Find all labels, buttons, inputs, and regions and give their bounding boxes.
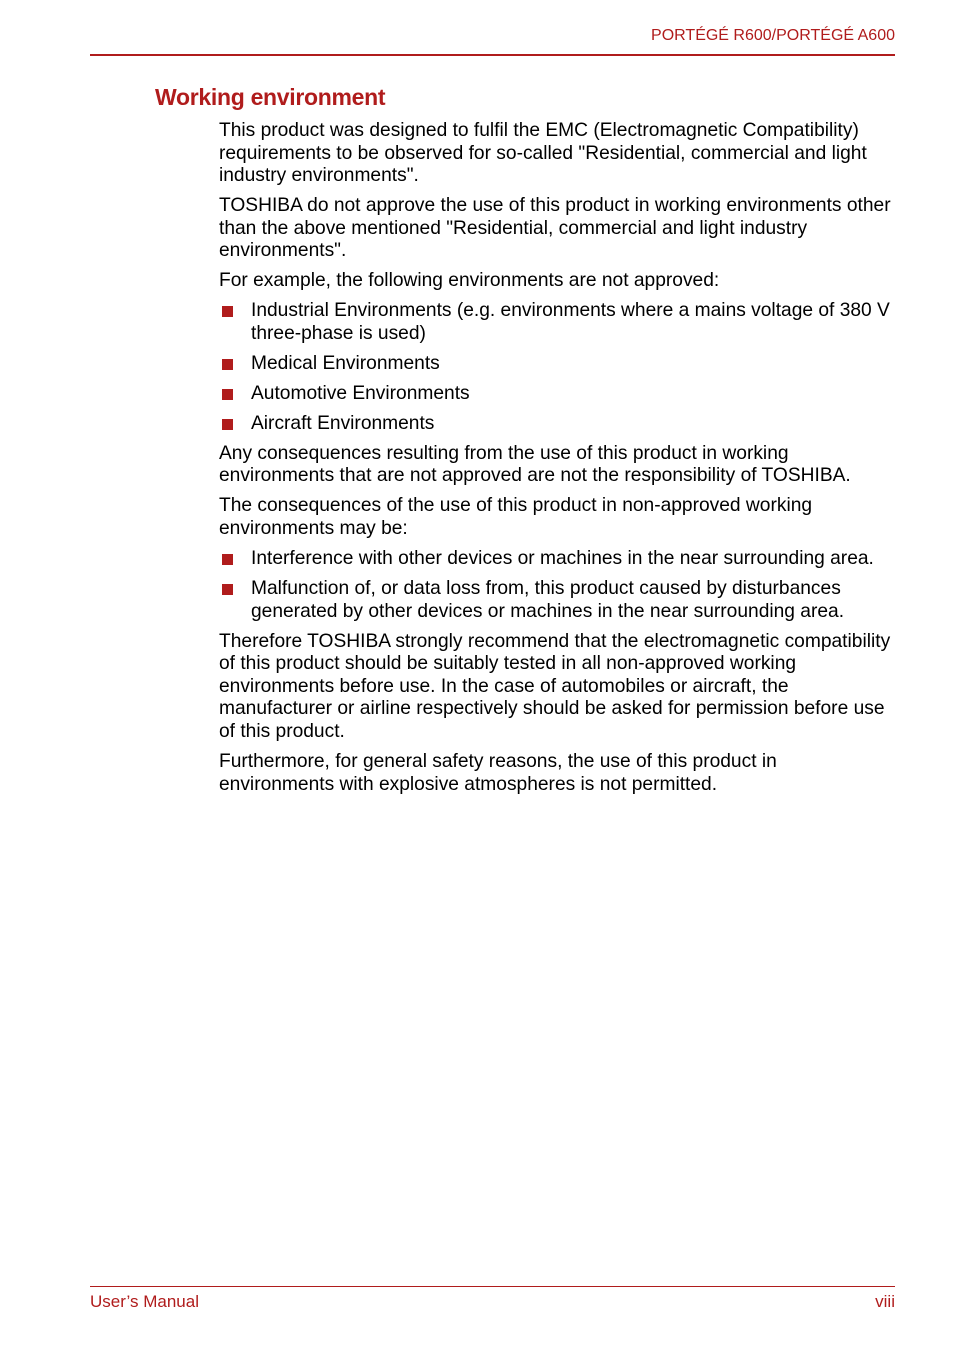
section-body xyxy=(219,120,895,804)
section-heading: Working environment xyxy=(155,84,386,110)
not-approved-environments-list xyxy=(219,300,895,435)
paragraph-testing-recommendation: Therefore TOSHIBA strongly recommend that the electromagnetic compatibility of this product should be suitably tested in all non-approved working environments before use. In the case of automobiles or aircraft, the manufacturer or airline respectively should be asked for permission before use of this product. xyxy=(219,630,891,742)
square-bullet-icon xyxy=(222,419,233,430)
list-item-text: Malfunction of, or data loss from, this product caused by disturbances generated by other devices or machines in the near surrounding area. xyxy=(251,578,845,622)
list-item-text: Industrial Environments (e.g. environments where a mains voltage of 380 V three-phase is used) xyxy=(251,300,890,344)
list-item xyxy=(219,578,895,623)
paragraph-emc-design: This product was designed to fulfil the EMC (Electromagnetic Compatibility) requirements to be observed for so-called "Residential, commercial and light industry environments". xyxy=(219,120,867,187)
list-item-text: Medical Environments xyxy=(251,352,440,374)
paragraph-consequences-intro: The consequences of the use of this product in non-approved working environments may be: xyxy=(219,495,813,540)
list-item xyxy=(219,300,895,345)
list-item xyxy=(219,413,895,436)
consequences-list xyxy=(219,548,895,623)
list-item xyxy=(219,383,895,406)
running-header-title: PORTÉGÉ R600/PORTÉGÉ A600 xyxy=(651,27,895,44)
list-item xyxy=(219,353,895,376)
list-item-text: Interference with other devices or machines in the near surrounding area. xyxy=(251,548,874,570)
list-item-text: Aircraft Environments xyxy=(251,412,435,434)
list-item-text: Automotive Environments xyxy=(251,382,470,404)
square-bullet-icon xyxy=(222,359,233,370)
paragraph-not-approved-use: TOSHIBA do not approve the use of this product in working environments other than the above mentioned "Residential, commercial and light industry environments". xyxy=(219,195,891,262)
square-bullet-icon xyxy=(222,584,233,595)
square-bullet-icon xyxy=(222,306,233,317)
square-bullet-icon xyxy=(222,554,233,565)
paragraph-example-intro: For example, the following environments are not approved: xyxy=(219,270,720,292)
footer-manual-title: User’s Manual xyxy=(90,1292,199,1311)
list-item xyxy=(219,548,895,571)
footer-rule xyxy=(90,1286,895,1287)
page-number: viii xyxy=(875,1292,895,1311)
paragraph-consequences-responsibility: Any consequences resulting from the use of this product in working environments that are not approved are not the responsibility of TOSHIBA. xyxy=(219,442,851,487)
paragraph-explosive-atmospheres: Furthermore, for general safety reasons, the use of this product in environments with explosive atmospheres is not permitted. xyxy=(219,750,777,795)
square-bullet-icon xyxy=(222,389,233,400)
header-rule xyxy=(90,54,895,56)
